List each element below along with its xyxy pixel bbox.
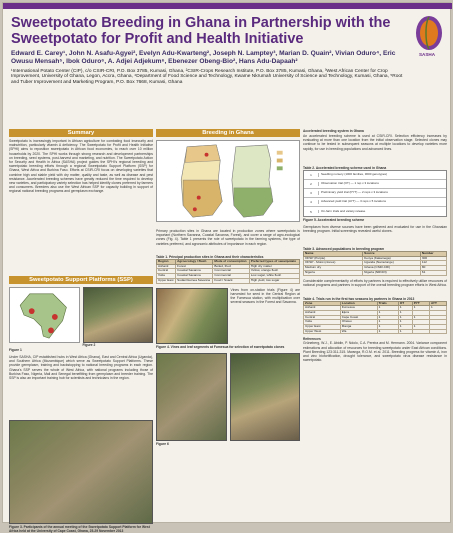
table-cell: 1 [377,306,398,311]
table-3-header: Source [363,252,421,257]
table-cell: 112 [420,261,446,266]
table-cell [412,329,429,334]
table-cell: Fumesua [340,306,377,311]
table-cell: Low sugar, white flesh [249,274,299,279]
table-cell: Volta [304,320,341,325]
table-2-caption: Table 2. Accelerated breeding scheme used in Ghana [303,166,387,170]
table-cell: 1 [412,315,429,320]
table-cell: 1 [429,306,446,311]
table-cell: Ashanti [157,264,176,269]
figure-1-caption: Figure 1 [9,348,22,352]
table-cell: 1 [377,320,398,325]
table-cell: Commercial [213,274,249,279]
table-cell: 1 [398,325,412,330]
table-row [304,189,446,198]
affiliations: ¹International Potato Center (CIP), c/o CSIR-CRI, P.O. Box 3785, Kumasi, Ghana, ²CSIR-Crops Research Institute, P.O. Box 3785, Kumasi, Ghana, ³West African Center for Crop Improvement, University of Ghana, Legon, Accra, Ghana, ⁴Department of Food Science and Technology, Kwame Nkrumah University of Science and Technology, Kumasi, Ghana, ⁵Root and Tuber Improvement and Marketing Program, P.O. Box 7668, Kumasi, Ghana [11,69,403,85]
table-row [304,329,447,334]
table-3-header: Name [304,252,363,257]
table-cell: 1 [377,329,398,334]
table-row [304,207,446,216]
table-cell: 1 [398,329,412,334]
table-cell: 1 [398,306,412,311]
table-3-header: Number [420,252,446,257]
table-1-header: Region [157,260,176,265]
table-3 [303,251,447,276]
ghana-map-figure [156,140,300,222]
platforms-header: Sweetpotato Support Platforms (SSP) [9,276,153,284]
table-4-header: Location [340,301,377,306]
table-4 [303,301,447,335]
scheme-year: 1 [310,173,312,177]
scheme-year: 5 [310,209,312,214]
table-cell: Medium dry [304,266,363,271]
table-cell: Food / Snack [213,278,249,283]
author-list: Edward E. Carey¹, John N. Asafu-Agyei², Evelyn Adu-Kwarteng², Joseph N. Lamptey³, Marian D. Quain², Vivian Oduro⁴, Eric Owusu Mensah⁵, Ibok Oduro⁶, A. Adjei Adjekum⁶, Ebenezer Obeng-Bio², Hans Adu-Dapaah² [11,50,396,65]
top-banner [3,3,452,9]
ssp-text: Under SASHA, CIP established hubs in West Africa (Ghana), East and Central Africa (Uganda), and Southern Africa (Mozambique) which serve as Sweetpotato Support Platforms. These provide germplasm, training and backstopping to national breeding programs in each region. Ghana's SSP serves the whole of West Africa, with national programs including those of Burkina Faso, Nigeria, Mali and Senegal benefitting from germplasm and breeder training. The SSP is also an important training hub for scientists and technicians in the region. [9,355,153,381]
accelerated-text: An accelerated breeding scheme is used at CSIR-CRI. Selection efficiency increases by evaluating at more than one location from the initial observation stage. Selected clones may continue to be tested in subsequent seasons at multiple locations to develop varieties more rapidly, for use in breeding populations and advanced lines. [303,134,447,151]
table-cell: Central [304,315,341,320]
table-cell: High dry matter [249,264,299,269]
table-cell: Yellow, orange flesh [249,269,299,274]
table-cell: Ejura [340,310,377,315]
sweetpotato-logo-icon [412,13,446,53]
vine-photo [156,288,228,344]
table-cell: 1 [377,310,398,315]
logo-label: SASHA [418,52,436,57]
column-right [303,129,447,367]
scheme-step: On-farm trials and variety release [318,210,446,214]
table-cell: Volta [157,274,176,279]
table-cell: Kenya (Kakamega) [363,256,421,261]
field-photo [83,287,154,343]
table-row [304,198,446,207]
table-cell [429,329,446,334]
accelerated-title: Accelerated breeding system in Ghana [303,129,364,133]
table-cell: Ghana (CSIR-CRI) [363,266,421,271]
table-3-caption: Table 3. Advanced populations in breeding program [303,247,385,251]
table-cell: OFSP - Moist (clones) [304,261,363,266]
table-cell: 1 [398,315,412,320]
table-cell: 61 [420,270,446,275]
table-cell: Commercial [213,269,249,274]
table-cell: 1 [398,320,412,325]
table-1-caption: Table 1. Principal production sites in Ghana and their characteristics [156,255,264,259]
references-text: Grüneberg, W.J., E. Abidin, P. Ndolo, C.A. Pereira and M. Hermann. 2004. Variance component estimations and allocation of resources for breeding sweetpotato under East African conditions. Plant Breeding 123:311-315. Mwanga, R.O.M. et al. 2011. Breeding progress for vitamin A, iron and zinc biofortification, drought tolerance, and sweetpotato virus disease resistance in sweetpotato. [303,341,447,363]
scheme-year: 3 [310,191,312,195]
table-cell: Nigeria [304,270,363,275]
table-cell: Cape Coast [340,315,377,320]
table-cell: Sudan/Guinea Savanna [176,278,213,283]
table-1 [156,259,300,284]
scheme-step: Observation trial (OT) — 1 rep x 3 locations [318,182,446,186]
table-cell: Central [157,269,176,274]
poster-title: Sweetpotato Breeding in Ghana in Partnership with the Sweetpotato for Profit and Health Initiative [11,15,391,47]
table-4-caption: Table 4. Trials run in the first two seasons by partners in Ghana in 2013 [303,296,415,301]
table-cell: Boiled, fried [213,264,249,269]
table-cell: 300 [420,256,446,261]
table-row [304,270,447,275]
table-cell: Coastal Savanna [176,269,213,274]
table-cell: 1 [377,325,398,330]
table-cell: Ashanti [304,310,341,315]
table-cell: Uganda (Namulonge) [363,261,421,266]
figure-6-caption: Figure 6 [156,441,169,446]
poster [2,2,451,533]
column-middle [156,129,300,446]
table-cell: 1 [398,310,412,315]
table-1-header: Mode of consumption [213,260,249,265]
table-cell: Wa [340,329,377,334]
table-row [157,278,300,283]
column-left [9,129,153,533]
table-4-header: Trials [377,301,398,306]
table-cell: 80 [420,266,446,271]
table-4-header: OT [398,301,412,306]
summary-header: Summary [9,129,153,137]
figure-2-caption: Figure 2 [82,343,96,347]
table-cell: 1 [377,315,398,320]
table-cell: Coastal Savanna [176,274,213,279]
figure-5-caption: Figure 5. Accelerated breeding scheme [303,218,365,222]
table-cell: Forest [176,264,213,269]
table-cell: High yield, low sugar [249,278,299,283]
scheme-year: 4 [310,200,312,204]
breeding-text: Primary production sites in Ghana are located in production zones where sweetpotato is important (Northern Savanna, Coastal Savanna, Forest), and cover a range of agro-ecological zones (Fig. 4). Table 1 presents the role of sweetpotato in the farming systems, the type of varieties preferred, and agronomic attributes of importance in each region. [156,229,300,246]
table-cell: Ashanti [304,306,341,311]
scheme-step: Seedling nursery (1000 families, 3000 genotypes) [318,173,446,177]
table-1-header: Agroecology / Bush [176,260,213,265]
table-1-header: Preferred types of sweetpotato [249,260,299,265]
trial-photo-right [230,353,301,441]
table-4-header: PYT [412,301,429,306]
table-cell: Upper East [157,278,176,283]
table-cell: Nigeria (NRCRI) [363,270,421,275]
trial-photo-left [156,353,227,441]
table-cell: Upper East [304,325,341,330]
table-row [304,171,446,180]
table-cell: Manga [340,325,377,330]
conclusion-text: Considerable complementarity of efforts by partners is required to effectively utilize resources of national programs and partners in support of the overall breeding program efforts in West Africa. [303,278,447,287]
africa-map-figure [9,287,80,343]
references-title: References [303,337,321,342]
table-4-header: Zone [304,301,341,306]
figure-4-caption: Figure 4. Vines and leaf segments at Fumesua for selection of sweetpotato clones [156,344,285,349]
table-cell: 1 [412,306,429,311]
scheme-year: 2 [310,182,312,186]
scheme-step: Advanced yield trial (AYT) — 3 reps x 5 locations [318,200,446,204]
breeding-scheme-table [303,170,447,217]
summary-text: Sweetpotato is increasingly important in African agriculture for combating food insecurity and malnutrition, particularly vitamin A deficiency. The Sweetpotato for Profit and Health Initiative (SPHI) aims to reposition sweetpotato in African food economies, to reach over 10 million households by 2020. The SPHI works through strong research and development partnerships on breeding, seed systems, post-harvest and marketing, and nutrition. The Sweetpotato Action for Security and Health in Africa (SASHA) project guides the SPHI's regional breeding and sweetpotato breeding efforts through a regional Sweetpotato Support Platform (SSP) for Ghana, West Africa and Burkina Faso. Efforts at CSIR-CRI focus on developing varieties that combine high and stable yield with dry matter, quality and taste, as well as disease and pest resistance. Accelerated breeding schemes have greatly reduced the time required to develop new varieties, and participatory variety selection has helped identify clones preferred by farmers and consumers. Breeders also use the West African SSP for capacity building in support of regional national breeding programs and germplasm exchange. [9,139,153,194]
table-cell: Upper West [304,329,341,334]
figure-3-caption: Figure 3. Participants of the annual meeting of the Sweetpotato Support Platform for West Africa held at the University of Cape Coast, Ghana, 25-29 November 2013 [9,525,150,533]
group-photo [9,420,153,524]
table-cell: 1 [412,325,429,330]
table-cell: OFSP (Purple) [304,256,363,261]
breeding-header: Breeding in Ghana [156,129,300,137]
table-4-header: AYT [429,301,446,306]
germplasm-text: Germplasm from diverse sources have been gathered and evaluated for use in the Ghanaian breeding program. Initial screenings revealed useful clones. [303,225,447,234]
table-row [304,180,446,189]
table-cell: Ohawu [340,320,377,325]
scheme-step: Preliminary yield trial (PYT) — 2 reps x 3 locations [318,191,446,195]
onstation-text: Vines from on-station trials (Figure 4) are harvested for seed in the Central Region at the Fumesua station, with multiplication over several seasons in the Forest and Savanna. [230,287,300,305]
